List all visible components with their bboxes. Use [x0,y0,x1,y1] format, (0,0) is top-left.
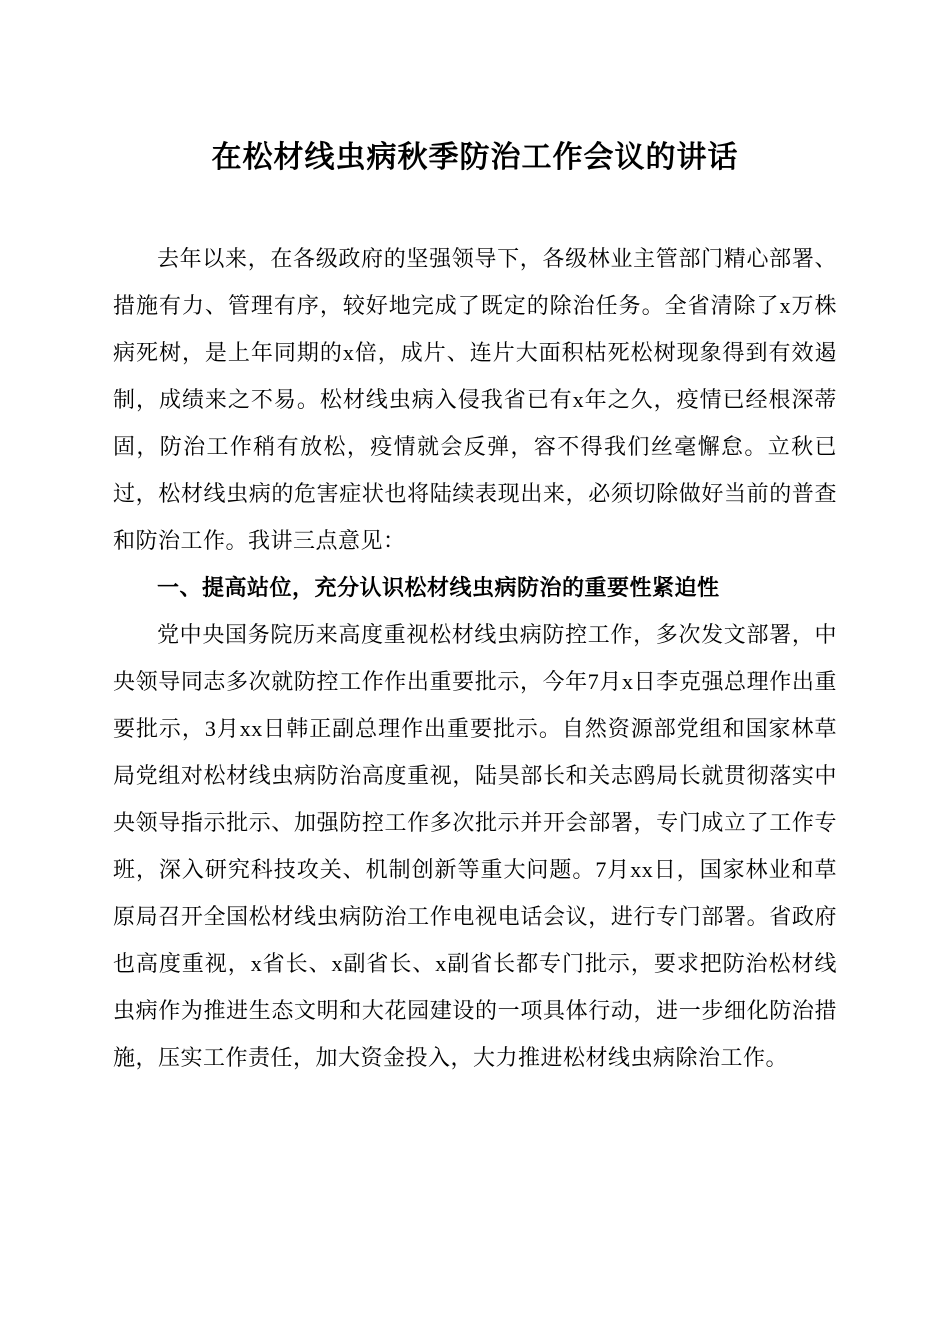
section-heading-1: 一、提高站位，充分认识松材线虫病防治的重要性紧迫性 [157,575,720,600]
paragraph-section-1-body: 党中央国务院历来高度重视松材线虫病防控工作，多次发文部署，中央领导同志多次就防控工作作出重要批示，今年7月x日李克强总理作出重要批示，3月xx日韩正副总理作出重要批示。自然资源部党组和国家林草局党组对松材线虫病防治高度重视，陆昊部长和关志鸥局长就贯彻落实中央领导指示批示、加强防控工作多次批示并开会部署，专门成立了工作专班，深入研究科技攻关、机制创新等重大问题。7月xx日，国家林业和草原局召开全国松材线虫病防治工作电视电话会议，进行专门部署。省政府也高度重视，x省长、x副省长、x副省长都专门批示，要求把防治松材线虫病作为推进生态文明和大花园建设的一项具体行动，进一步细化防治措施，压实工作责任，加大资金投入，大力推进松材线虫病除治工作。 [113,622,837,1070]
document-title: 在松材线虫病秋季防治工作会议的讲话 [211,141,739,174]
paragraph-intro: 去年以来，在各级政府的坚强领导下，各级林业主管部门精心部署、措施有力、管理有序，较好地完成了既定的除治任务。全省清除了x万株病死树，是上年同期的x倍，成片、连片大面积枯死松树现象得到有效遏制，成绩来之不易。松材线虫病入侵我省已有x年之久，疫情已经根深蒂固，防治工作稍有放松，疫情就会反弹，容不得我们丝毫懈怠。立秋已过，松材线虫病的危害症状也将陆续表现出来，必须切除做好当前的普查和防治工作。我讲三点意见： [113,246,837,553]
